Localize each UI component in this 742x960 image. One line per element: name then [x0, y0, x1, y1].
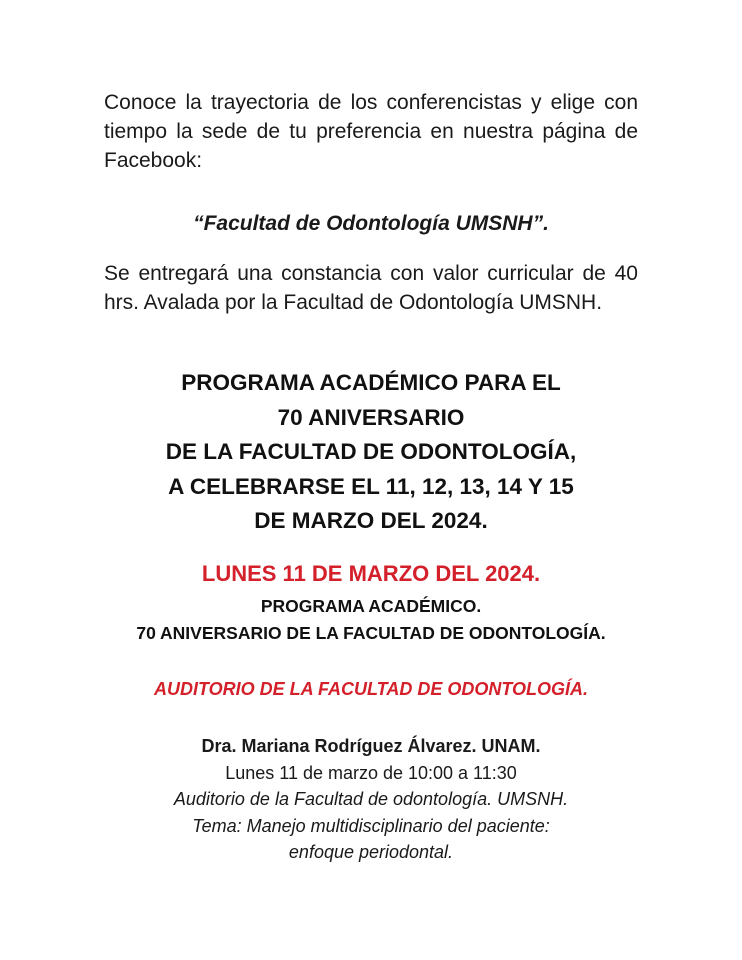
session-topic-line-2: enfoque periodontal.: [288, 842, 454, 862]
facebook-page-name: “Facultad de Odontología UMSNH”.: [193, 212, 549, 235]
speaker-name: Dra. Mariana Rodríguez Álvarez. UNAM.: [201, 736, 541, 756]
program-heading: [40, 366, 702, 539]
day-title: LUNES 11 DE MARZO DEL 2024.: [201, 561, 541, 586]
certificate-paragraph: Se entregará una constancia con valor curricular de 40 hrs. Avalada por la Facultad de Odontología UMSNH.: [104, 262, 638, 314]
program-heading-line: A CELEBRARSE EL 11, 12, 13, 14 Y 15: [168, 473, 574, 499]
program-heading-line: PROGRAMA ACADÉMICO PARA EL: [181, 370, 561, 395]
session-topic-line-1: Tema: Manejo multidisciplinario del paciente:: [192, 815, 550, 836]
day-subtitle-program: PROGRAMA ACADÉMICO.: [260, 596, 482, 616]
program-heading-line: DE LA FACULTAD DE ODONTOLOGÍA,: [165, 439, 577, 464]
intro-paragraph: Conoce la trayectoria de los conferencistas y elige con tiempo la sede de tu preferencia en nuestra página de Facebook:: [104, 91, 638, 172]
day-subtitle-anniversary: 70 ANIVERSARIO DE LA FACULTAD DE ODONTOLOGÍA.: [136, 623, 606, 643]
session-time: Lunes 11 de marzo de 10:00 a 11:30: [225, 762, 517, 783]
program-heading-line: DE MARZO DEL 2024.: [254, 508, 488, 533]
program-heading-line: 70 ANIVERSARIO: [277, 404, 465, 430]
session-block: [40, 733, 702, 866]
session-location: Auditorio de la Facultad de odontología. UMSNH.: [173, 789, 569, 809]
venue-title: AUDITORIO DE LA FACULTAD DE ODONTOLOGÍA.: [154, 679, 588, 699]
